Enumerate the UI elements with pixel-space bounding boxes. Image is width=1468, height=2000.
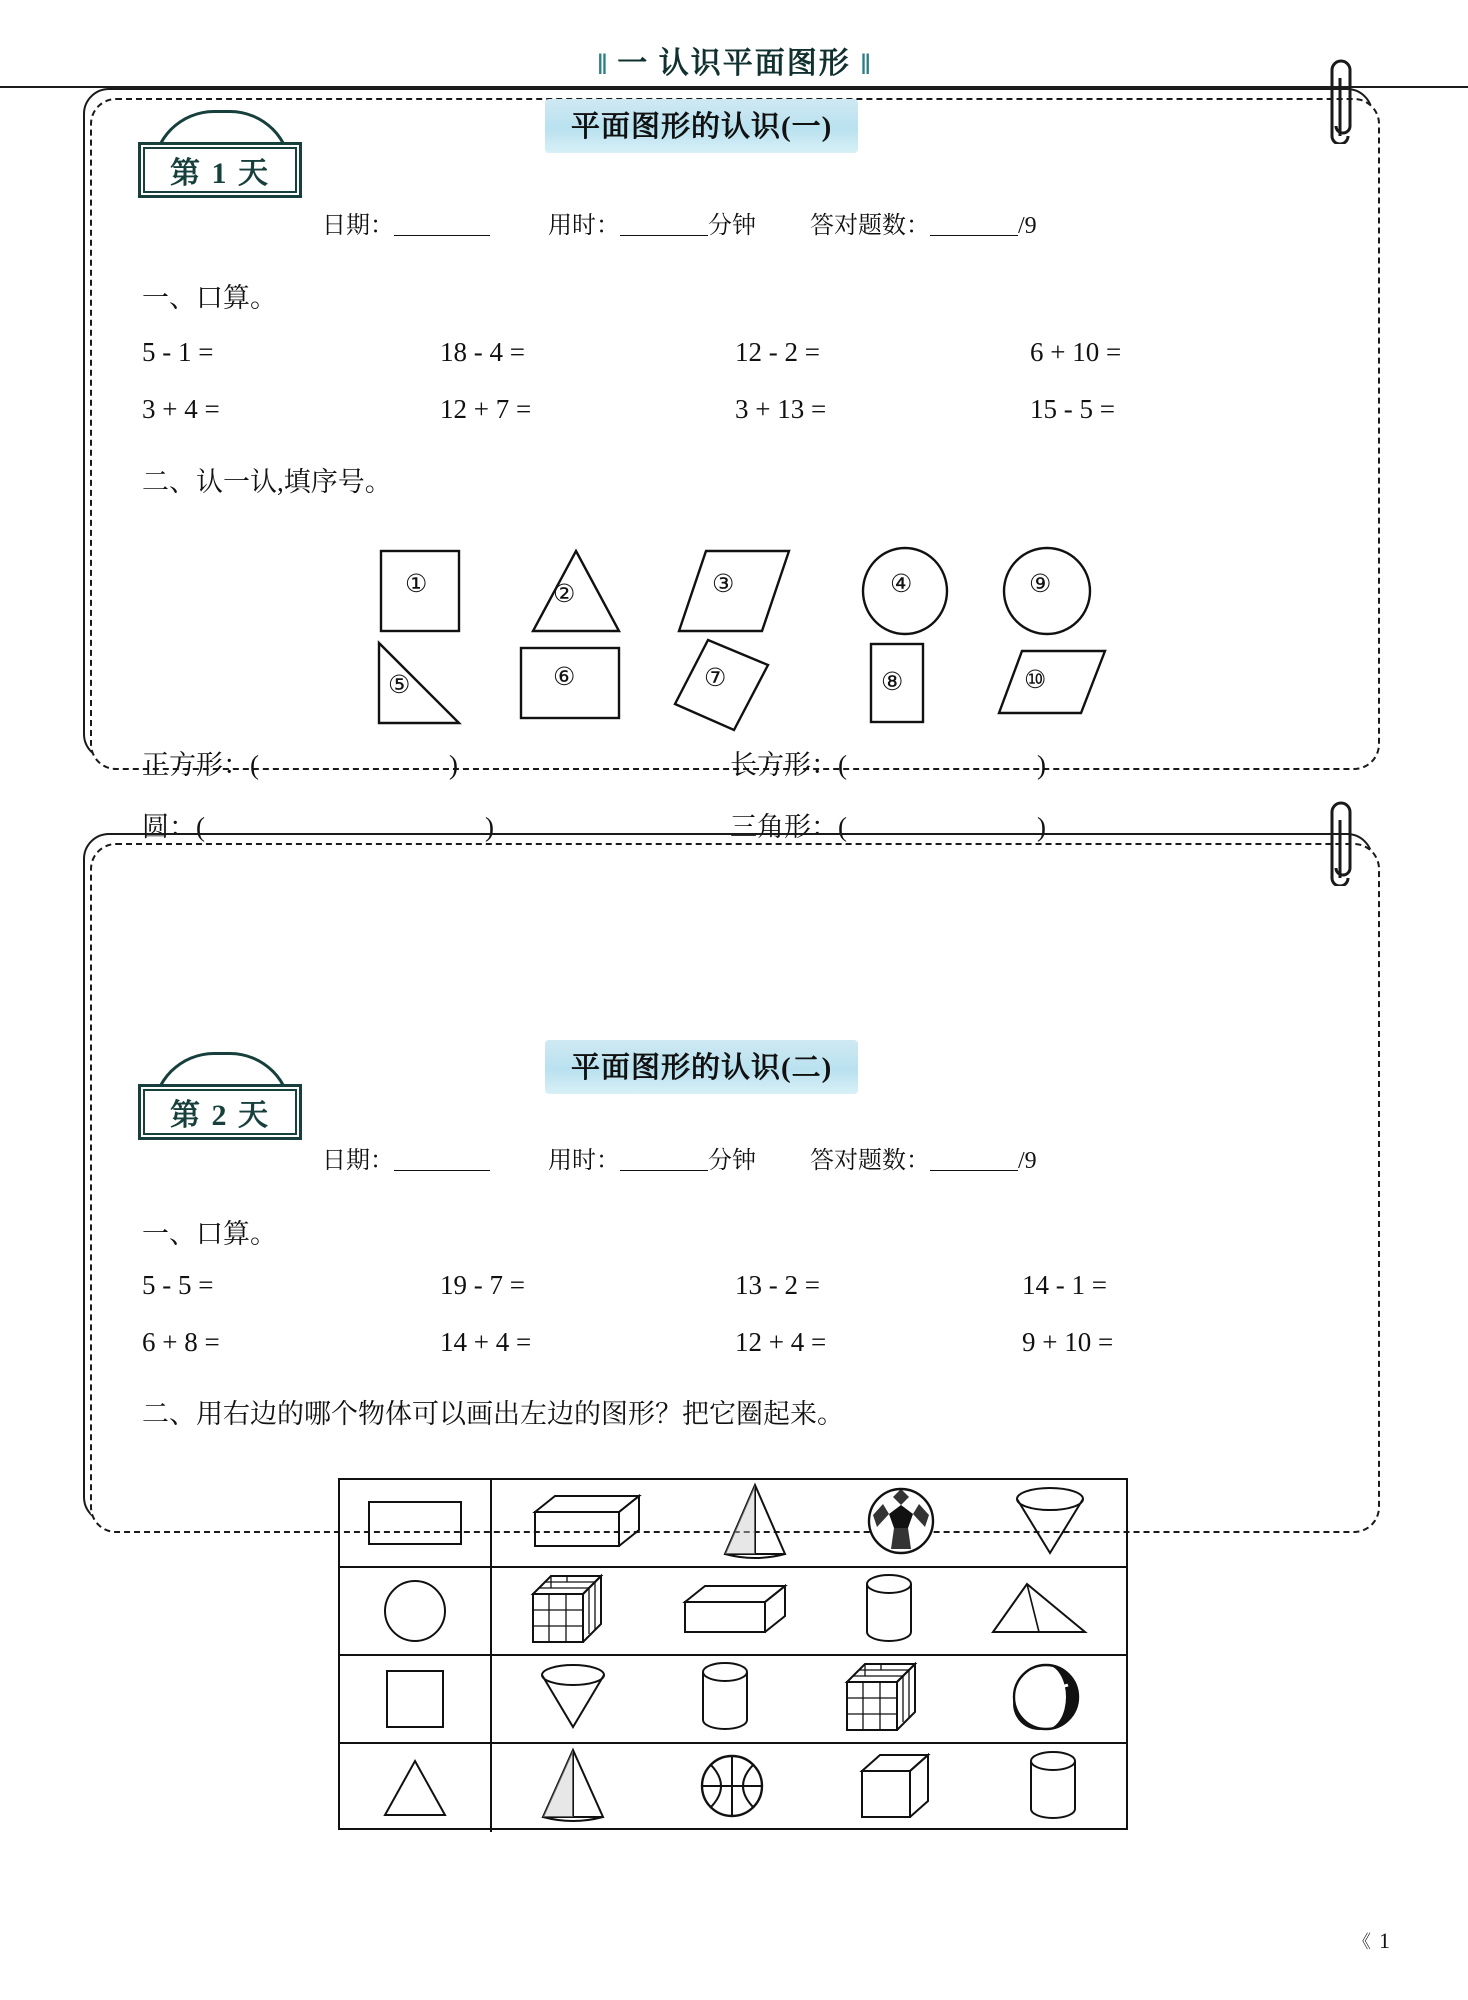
flat-shape-cell-circle[interactable] bbox=[340, 1568, 492, 1654]
day1-time-input[interactable] bbox=[620, 213, 708, 236]
day1-date-input[interactable] bbox=[394, 213, 490, 236]
answer-triangle bbox=[730, 805, 1046, 844]
triangle-icon bbox=[382, 1758, 448, 1818]
day2-p2-1: 6 + 8 = bbox=[142, 1327, 220, 1357]
object-cells-row-1 bbox=[492, 1480, 1126, 1566]
rectangle-icon bbox=[367, 1500, 463, 1546]
object-cuboid[interactable] bbox=[529, 1490, 645, 1557]
day1-meta-row bbox=[322, 205, 1037, 240]
cuboid-flat-icon bbox=[679, 1578, 791, 1640]
object-rubik-cube-2[interactable] bbox=[841, 1658, 923, 1741]
object-cylinder[interactable] bbox=[861, 1570, 917, 1653]
day1-section1-heading: 一、口算。 bbox=[142, 283, 277, 313]
page-header bbox=[0, 38, 1468, 82]
answer-circle-label: 圆：( bbox=[142, 812, 205, 842]
object-pyramid-2[interactable] bbox=[537, 1747, 609, 1830]
shape-number-4: ④ bbox=[890, 571, 913, 598]
object-volleyball[interactable] bbox=[1010, 1661, 1082, 1738]
day1-badge bbox=[138, 110, 306, 202]
day2-p1-1: 5 - 5 = bbox=[142, 1270, 214, 1300]
day1-p2-2: 12 + 7 = bbox=[440, 394, 532, 424]
day1-section2-heading: 二、认一认,填序号。 bbox=[142, 467, 392, 497]
day1-time-unit: 分钟 bbox=[708, 213, 756, 239]
day2-date-label: 日期： bbox=[322, 1148, 394, 1174]
shape-triangle-2 bbox=[530, 548, 622, 634]
shape-number-10: ⑩ bbox=[1024, 667, 1047, 694]
day2-time-input[interactable] bbox=[620, 1148, 708, 1171]
answer-triangle-close: ) bbox=[1037, 812, 1046, 842]
day1-p2-1: 3 + 4 = bbox=[142, 394, 220, 424]
day2-meta-row bbox=[322, 1140, 1037, 1175]
object-rubik-cube[interactable] bbox=[527, 1570, 609, 1653]
day1-p1-4: 6 + 10 = bbox=[1030, 337, 1122, 367]
soccer-ball-icon bbox=[865, 1485, 937, 1557]
answer-rectangle-close: ) bbox=[1037, 750, 1046, 780]
shape-number-9: ⑨ bbox=[1029, 571, 1052, 598]
cube-icon bbox=[856, 1749, 936, 1823]
answer-square-label: 正方形：( bbox=[142, 750, 259, 780]
day2-date-input[interactable] bbox=[394, 1148, 490, 1171]
day1-p2-3: 3 + 13 = bbox=[735, 394, 827, 424]
object-cells-row-4 bbox=[492, 1744, 1126, 1832]
square-icon bbox=[385, 1669, 445, 1729]
day2-section1-heading: 一、口算。 bbox=[142, 1219, 277, 1249]
flat-shape-cell-triangle[interactable] bbox=[340, 1744, 492, 1832]
day2-p2-2: 14 + 4 = bbox=[440, 1327, 532, 1357]
flat-shape-cell-square[interactable] bbox=[340, 1656, 492, 1742]
cylinder-icon bbox=[861, 1570, 917, 1648]
day2-p1-2: 19 - 7 = bbox=[440, 1270, 525, 1300]
cylinder-icon bbox=[1025, 1747, 1081, 1825]
paperclip-icon-2 bbox=[1318, 790, 1364, 886]
flat-shape-cell-rectangle[interactable] bbox=[340, 1480, 492, 1566]
rubik-cube-icon bbox=[841, 1658, 923, 1736]
day2-score-total: /9 bbox=[1018, 1148, 1037, 1174]
shape-parallelogram-10 bbox=[996, 648, 1108, 718]
object-cells-row-2 bbox=[492, 1568, 1126, 1654]
answer-rectangle bbox=[730, 743, 1046, 782]
object-triangle-flat[interactable] bbox=[987, 1578, 1091, 1645]
day1-banner-title: 平面图形的认识(一) bbox=[545, 99, 858, 153]
matching-table bbox=[338, 1478, 1128, 1830]
object-soccer-ball[interactable] bbox=[865, 1485, 937, 1562]
day2-time-unit: 分钟 bbox=[708, 1148, 756, 1174]
table-row bbox=[340, 1744, 1126, 1832]
day2-badge bbox=[138, 1052, 306, 1144]
day2-p1-4: 14 - 1 = bbox=[1022, 1270, 1107, 1300]
table-row bbox=[340, 1568, 1126, 1656]
day2-time-label: 用时： bbox=[548, 1148, 620, 1174]
volleyball-icon bbox=[1010, 1661, 1082, 1733]
cylinder-icon bbox=[697, 1658, 753, 1736]
object-cone-down-2[interactable] bbox=[536, 1661, 610, 1738]
object-cone-down[interactable] bbox=[1011, 1485, 1089, 1562]
day1-date-label: 日期： bbox=[322, 213, 394, 239]
shape-number-2: ② bbox=[553, 581, 576, 608]
object-cube[interactable] bbox=[856, 1749, 936, 1828]
object-basketball[interactable] bbox=[698, 1752, 766, 1825]
page-number: 1 bbox=[1379, 1928, 1390, 1953]
cone-down-icon bbox=[536, 1661, 610, 1733]
object-cylinder-3[interactable] bbox=[1025, 1747, 1081, 1830]
answer-square bbox=[142, 743, 458, 782]
object-cylinder-2[interactable] bbox=[697, 1658, 753, 1741]
page-title: 一 认识平面图形 bbox=[617, 47, 851, 80]
rubik-cube-icon bbox=[527, 1570, 609, 1648]
shape-number-7: ⑦ bbox=[704, 665, 727, 692]
day1-p1-2: 18 - 4 = bbox=[440, 337, 525, 367]
day1-p2-4: 15 - 5 = bbox=[1030, 394, 1115, 424]
day2-p1-3: 13 - 2 = bbox=[735, 1270, 820, 1300]
table-row bbox=[340, 1656, 1126, 1744]
pyramid-icon bbox=[537, 1747, 609, 1825]
day1-p1-3: 12 - 2 = bbox=[735, 337, 820, 367]
day2-badge-label: 第 2 天 bbox=[143, 1089, 297, 1135]
basketball-icon bbox=[698, 1752, 766, 1820]
day1-badge-label: 第 1 天 bbox=[143, 147, 297, 193]
triangle-flat-icon bbox=[987, 1578, 1091, 1640]
day2-p2-4: 9 + 10 = bbox=[1022, 1327, 1114, 1357]
answer-circle-close: ) bbox=[485, 812, 494, 842]
header-mark-right: ‖ bbox=[860, 48, 871, 81]
chevron-left-icon: 《 bbox=[1353, 1932, 1371, 1952]
paperclip-icon bbox=[1318, 48, 1364, 144]
cuboid-icon bbox=[529, 1490, 645, 1552]
answer-triangle-label: 三角形：( bbox=[730, 812, 847, 842]
day1-score-input[interactable] bbox=[930, 213, 1018, 236]
day2-score-label: 答对题数： bbox=[810, 1148, 930, 1174]
table-row bbox=[340, 1480, 1126, 1568]
answer-square-close: ) bbox=[449, 750, 458, 780]
day2-banner-title: 平面图形的认识(二) bbox=[545, 1040, 858, 1094]
pyramid-icon bbox=[719, 1482, 791, 1560]
object-cuboid-flat[interactable] bbox=[679, 1578, 791, 1645]
cone-down-icon bbox=[1011, 1485, 1089, 1557]
day2-p2-3: 12 + 4 = bbox=[735, 1327, 827, 1357]
object-pyramid[interactable] bbox=[719, 1482, 791, 1565]
circle-icon bbox=[382, 1578, 448, 1644]
header-divider bbox=[0, 86, 1468, 88]
header-mark-left: ‖ bbox=[597, 48, 608, 81]
day2-score-input[interactable] bbox=[930, 1148, 1018, 1171]
day2-section2-heading: 二、用右边的哪个物体可以画出左边的图形？把它圈起来。 bbox=[142, 1399, 844, 1429]
page-footer bbox=[1353, 1928, 1390, 1954]
day1-time-label: 用时： bbox=[548, 213, 620, 239]
shape-number-8: ⑧ bbox=[881, 669, 904, 696]
answer-circle bbox=[142, 805, 494, 844]
shape-number-5: ⑤ bbox=[388, 672, 411, 699]
day1-score-label: 答对题数： bbox=[810, 213, 930, 239]
shape-number-1: ① bbox=[405, 571, 428, 598]
day1-score-total: /9 bbox=[1018, 213, 1037, 239]
shape-number-3: ③ bbox=[712, 571, 735, 598]
answer-rectangle-label: 长方形：( bbox=[730, 750, 847, 780]
day1-p1-1: 5 - 1 = bbox=[142, 337, 214, 367]
shape-number-6: ⑥ bbox=[553, 664, 576, 691]
object-cells-row-3 bbox=[492, 1656, 1126, 1742]
